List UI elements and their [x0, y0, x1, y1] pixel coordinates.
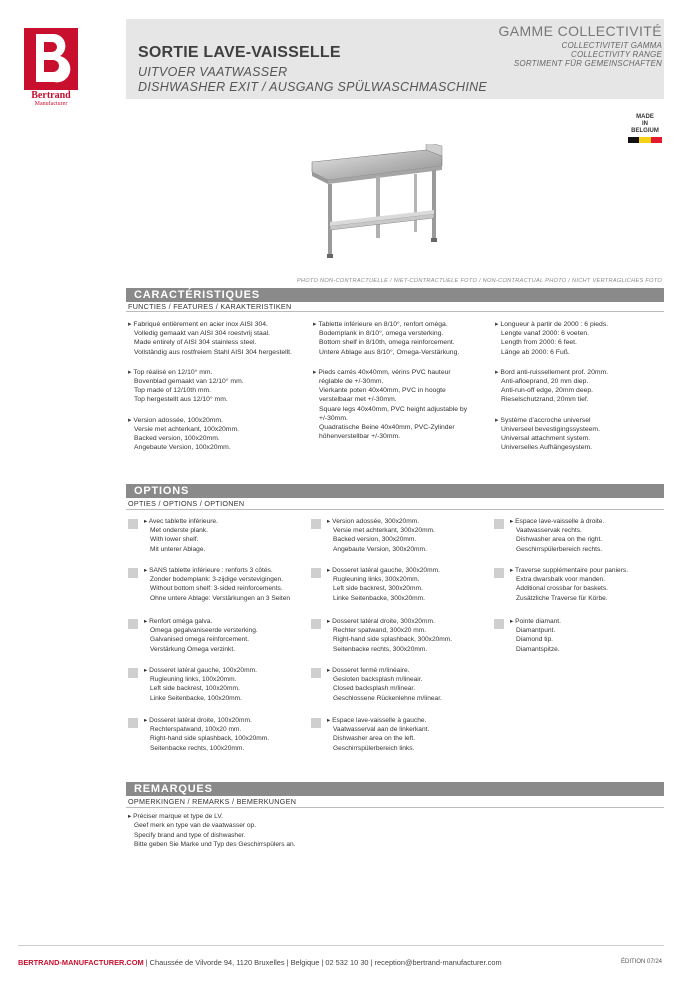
product-photo [306, 144, 446, 264]
range-title: GAMME COLLECTIVITÉ [498, 23, 662, 39]
feature-line: Bottom shelf in 8/10th, omega reinforcement. [319, 339, 455, 347]
feature-line: ▸ Bord anti-ruissellement prof. 20mm. [495, 368, 609, 376]
feature-line: ▸ Système d'accroche universel [495, 416, 591, 424]
feature-block [128, 416, 308, 453]
remarks-title: REMARQUES [134, 783, 213, 795]
options-title: OPTIONS [134, 485, 190, 497]
feature-line: Untere Ablage aus 8/10°, Omega-Verstärkung. [319, 348, 460, 356]
features-title: CARACTÉRISTIQUES [134, 289, 260, 301]
range-de: SORTIMENT FÜR GEMEINSCHAFTEN [513, 59, 662, 68]
feature-line: ▸ Pieds carrés 40x40mm, vérins PVC hauteur [313, 368, 451, 376]
option-checkbox[interactable] [128, 668, 138, 678]
feature-line: Bovenblad gemaakt van 12/10° mm. [134, 378, 244, 386]
feature-line: ▸ Fabriqué entièrement en acier inox AISI 304. [128, 321, 268, 328]
remarks-text: ▸ Préciser marque et type de LV. Geef merk en type van de vaatwasser op. Specify brand and type of dishwasher. Bitte geben Sie Marke und Typ des Geschirrspülers an. [128, 813, 296, 849]
edition-label: ÉDITION 07/24 [620, 959, 662, 965]
remarks-subtitle: OPMERKINGEN / REMARKS / BEMERKUNGEN [128, 797, 297, 806]
features-divider [126, 311, 664, 312]
feature-line: Top made of 12/10th mm. [134, 387, 212, 395]
feature-line: Made entirely of AISI 304 stainless steel. [134, 339, 257, 347]
badge-line-1: MADE [636, 114, 654, 120]
option-item: ▸ Dosseret fermé m/linéaire. Gesloten backsplash m/lineair. Closed backsplash m/linear. Geschlossene Rückenlehne m/linear. [327, 667, 442, 702]
made-in-belgium-badge [628, 114, 662, 144]
option-item: ▸ Dosseret latéral droite, 100x20mm. Rechterspatwand, 100x20 mm. Right-hand side splashback, 100x20mm. Seitenbacke rechts, 100x20mm. [144, 717, 270, 752]
option-item: ▸ Dosseret latéral gauche, 100x20mm. Rugleuning links, 100x20mm. Left side backrest, 100x20mm. Linke Seitenbacke, 100x20mm. [144, 667, 257, 702]
feature-line: Volledig gemaakt van AISI 304 roestvrij staal. [134, 330, 271, 338]
feature-line: verstelbaar met +/-30mm. [319, 396, 397, 404]
remarks-divider [126, 807, 664, 808]
feature-block [495, 320, 675, 357]
option-checkbox[interactable] [311, 668, 321, 678]
features-col-1 [128, 320, 308, 452]
footer-divider [18, 945, 664, 946]
features-subtitle: FUNCTIES / FEATURES / KARAKTERISTIKEN [128, 302, 292, 311]
options-subtitle: OPTIES / OPTIONS / OPTIONEN [128, 499, 245, 508]
option-checkbox[interactable] [128, 519, 138, 529]
footer-contact: | Chaussée de Vilvorde 94, 1120 Bruxelles | Belgique | 02 532 10 30 | reception@bertrand-manufacturer.com [143, 958, 502, 967]
logo-name: Bertrand [31, 90, 71, 101]
feature-block [128, 368, 308, 405]
option-checkbox[interactable] [128, 568, 138, 578]
option-item: ▸ Pointe diamant. Diamantpunt. Diamond tip. Diamantspitze. [510, 618, 561, 653]
option-item: ▸ Espace lave-vaisselle à droite. Vaatwasservak rechts. Dishwasher area on the right. Geschirrspülerbereich rechts. [510, 518, 605, 553]
options-divider [126, 509, 664, 510]
range-nl: COLLECTIVITEIT GAMMA [561, 41, 662, 50]
option-item: ▸ Dosseret latéral droite, 300x20mm. Rechter spatwand, 300x20 mm. Right-hand side splashback, 300x20mm. Seitenbacke rechts, 300x20mm. [327, 618, 453, 653]
feature-line: Universeel bevestigingssysteem. [501, 425, 600, 433]
footer-website-link[interactable]: BERTRAND-MANUFACTURER.COM [18, 958, 144, 967]
option-checkbox[interactable] [128, 619, 138, 629]
feature-line: ▸ Longueur à partir de 2000 : 6 pieds. [495, 321, 609, 328]
feature-line: ▸ Tablette inférieure en 8/10°, renfort oméga. [313, 321, 448, 328]
feature-line: +/-30mm. [319, 414, 348, 422]
feature-line: Top hergestellt aus 12/10° mm. [134, 396, 228, 404]
badge-line-2: IN [642, 121, 648, 127]
feature-block [495, 416, 675, 453]
feature-line: Bodemplank in 8/10°, omega versterking. [319, 330, 444, 338]
subtitle-en-de: DISHWASHER EXIT / AUSGANG SPÜLWASCHMASCHINE [138, 80, 488, 94]
subtitle-nl: UITVOER VAATWASSER [138, 65, 288, 79]
option-item: ▸ Version adossée, 300x20mm. Versie met achterkant, 300x20mm. Backed version, 300x20mm. Angebaute Version, 300x20mm. [327, 518, 435, 553]
feature-line: ▸ Top réalisé en 12/10° mm. [128, 368, 213, 376]
option-checkbox[interactable] [311, 568, 321, 578]
feature-line: Universelles Aufhängesystem. [501, 444, 593, 452]
feature-line: Length from 2000: 6 feet. [501, 339, 577, 347]
belgian-flag-icon [628, 137, 662, 143]
feature-block [313, 368, 493, 442]
features-col-3 [495, 320, 675, 452]
feature-line: höhenverstellbar +/-30mm. [319, 433, 401, 441]
feature-block [128, 320, 308, 357]
feature-line: Angebaute Version, 100x20mm. [134, 444, 231, 452]
feature-line: Vollständig aus rostfreiem Stahl AISI 304 hergestellt. [134, 348, 292, 356]
option-checkbox[interactable] [494, 519, 504, 529]
feature-line: Square legs 40x40mm, PVC height adjustable by [319, 405, 468, 413]
footer [18, 958, 502, 967]
option-item: ▸ SANS tablette inférieure : renforts 3 côtés. Zonder bodemplank: 3-zijdige verstevigingen. Without bottom shelf: 3-sided reinforcements. Ohne untere Ablage: Verstärkungen an 3 Seiten [144, 567, 291, 602]
feature-line: Vierkante poten 40x40mm, PVC in hoogte [319, 387, 446, 395]
option-checkbox[interactable] [128, 718, 138, 728]
feature-line: ▸ Version adossée, 100x20mm. [128, 416, 223, 424]
feature-line: Länge ab 2000: 6 Fuß. [501, 348, 570, 356]
feature-line: Anti-run-off edge, 20mm deep. [501, 387, 594, 395]
options-header-bar [126, 484, 664, 498]
option-checkbox[interactable] [494, 568, 504, 578]
option-checkbox[interactable] [311, 519, 321, 529]
option-item: ▸ Espace lave-vaisselle à gauche. Vaatwasserval aan de linkerkant. Dishwasher area on the left. Geschirrspülerbereich links. [327, 717, 430, 752]
badge-line-3: BELGIUM [631, 128, 659, 134]
option-checkbox[interactable] [311, 619, 321, 629]
photo-caption: PHOTO NON-CONTRACTUELLE / NIET-CONTRACTUELE FOTO / NON-CONTRACTUAL PHOTO / NICHT VERTRAGLICHES FOTO [296, 278, 662, 284]
page-title: SORTIE LAVE-VAISSELLE [138, 44, 341, 61]
logo-sub: Manufacturer [34, 101, 68, 106]
option-checkbox[interactable] [494, 619, 504, 629]
option-item: ▸ Renfort oméga galva. Omega gegalvaniseerde versterking. Galvanised omega reinforcement. Verstärkung Omega verzinkt. [144, 618, 258, 653]
bertrand-logo [18, 20, 84, 106]
option-item: ▸ Dosseret latéral gauche, 300x20mm. Rugleuning links, 300x20mm. Left side backrest, 300x20mm. Linke Seitenbacke, 300x20mm. [327, 567, 440, 602]
feature-line: Versie met achterkant, 100x20mm. [134, 425, 240, 433]
feature-line: réglable de +/-30mm. [319, 378, 384, 386]
feature-line: Quadratische Beine 40x40mm, PVC-Zylinder [319, 424, 455, 432]
feature-line: Rieselschutzrand, 20mm tief. [501, 396, 589, 404]
feature-block [495, 368, 675, 405]
feature-line: Anti-afloeprand, 20 mm diep. [501, 378, 589, 386]
range-en: COLLECTIVITY RANGE [570, 50, 662, 59]
feature-line: Universal attachment system. [501, 435, 591, 443]
option-item: ▸ Avec tablette inférieure. Met onderste plank. With lower shelf. Mit unterer Ablage. [144, 518, 218, 553]
option-item: ▸ Traverse supplémentaire pour paniers. Extra dwarsbalk voor manden. Additional crossbar for baskets. Zusätzliche Traverse für Körbe. [510, 567, 629, 602]
feature-line: Lengte vanaf 2000: 6 voeten. [501, 330, 590, 338]
feature-block [313, 320, 493, 357]
feature-line: Backed version, 100x20mm. [134, 435, 220, 443]
option-checkbox[interactable] [311, 718, 321, 728]
features-col-2 [313, 320, 493, 441]
